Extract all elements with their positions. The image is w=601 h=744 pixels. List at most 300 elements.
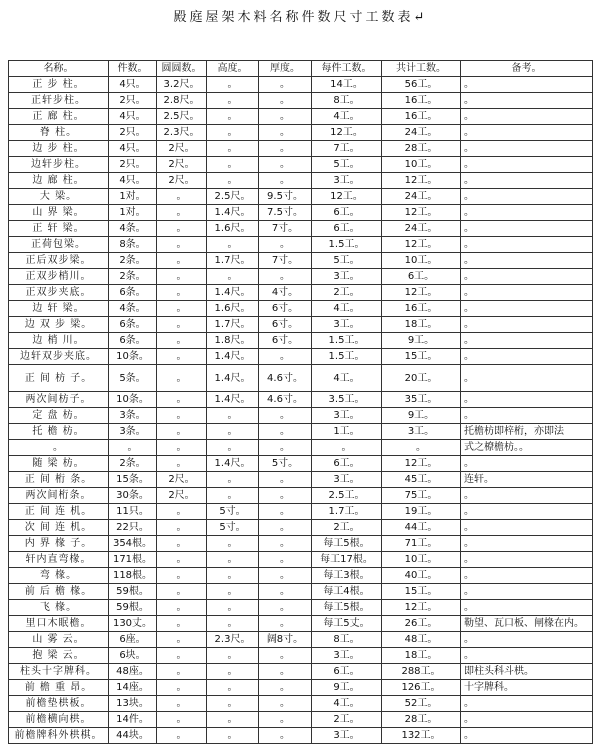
table-cell: 。 — [461, 125, 593, 141]
table-cell: 171根。 — [109, 552, 157, 568]
table-cell: 。 — [461, 253, 593, 269]
column-header: 共计工数。 — [382, 61, 461, 77]
table-cell: 4条。 — [109, 301, 157, 317]
table-cell: 24工。 — [382, 125, 461, 141]
table-cell: 每工17根。 — [312, 552, 382, 568]
table-cell: 。 — [157, 632, 207, 648]
table-cell: 288工。 — [382, 664, 461, 680]
table-cell: 连轩。 — [461, 472, 593, 488]
table-cell: 。 — [259, 488, 312, 504]
table-cell: 。 — [157, 712, 207, 728]
row-name-cell: 内 界 椽 子。 — [9, 536, 109, 552]
table-cell: 56工。 — [382, 77, 461, 93]
row-name-cell: 随 梁 枋。 — [9, 456, 109, 472]
table-cell: 354根。 — [109, 536, 157, 552]
table-cell: 24工。 — [382, 189, 461, 205]
table-row — [9, 237, 593, 253]
table-row — [9, 221, 593, 237]
table-cell: 。 — [461, 349, 593, 365]
table-cell: 4.6寸。 — [259, 365, 312, 392]
row-name-cell: 。 — [9, 440, 109, 456]
table-cell: 。 — [207, 93, 259, 109]
table-cell: 。 — [207, 600, 259, 616]
table-cell: 。 — [157, 504, 207, 520]
table-row — [9, 568, 593, 584]
table-cell: 。 — [157, 269, 207, 285]
table-cell: 2工。 — [312, 520, 382, 536]
table-cell: 11只。 — [109, 504, 157, 520]
table-cell: 118根。 — [109, 568, 157, 584]
table-cell: 1.4尺。 — [207, 392, 259, 408]
table-row — [9, 680, 593, 696]
table-cell: 18工。 — [382, 317, 461, 333]
table-cell: 。 — [382, 440, 461, 456]
table-cell: 2尺。 — [157, 157, 207, 173]
table-cell: 。 — [461, 600, 593, 616]
table-row — [9, 349, 593, 365]
table-cell: 40工。 — [382, 568, 461, 584]
table-cell: 。 — [461, 205, 593, 221]
table-cell: 。 — [259, 696, 312, 712]
column-header: 名称。 — [9, 61, 109, 77]
table-cell: 。 — [259, 109, 312, 125]
table-cell: 12工。 — [312, 189, 382, 205]
table-row — [9, 552, 593, 568]
table-cell: 。 — [259, 440, 312, 456]
table-cell: 3条。 — [109, 424, 157, 440]
column-header: 备考。 — [461, 61, 593, 77]
table-cell: 12工。 — [382, 285, 461, 301]
table-cell: 。 — [461, 584, 593, 600]
table-row — [9, 664, 593, 680]
table-cell: 。 — [157, 440, 207, 456]
table-cell: 。 — [157, 365, 207, 392]
table-cell: 26工。 — [382, 616, 461, 632]
table-cell: 9工。 — [312, 680, 382, 696]
table-cell: 。 — [157, 616, 207, 632]
row-name-cell: 正 轩 梁。 — [9, 221, 109, 237]
table-cell: 。 — [461, 285, 593, 301]
table-cell: 。 — [259, 600, 312, 616]
table-row — [9, 317, 593, 333]
table-cell: 。 — [157, 552, 207, 568]
table-cell: 12工。 — [312, 125, 382, 141]
table-cell: 4只。 — [109, 109, 157, 125]
table-cell: 4工。 — [312, 109, 382, 125]
table-cell: 75工。 — [382, 488, 461, 504]
table-cell: 35工。 — [382, 392, 461, 408]
table-row — [9, 285, 593, 301]
table-cell: 。 — [157, 317, 207, 333]
table-cell: 。 — [461, 632, 593, 648]
table-row — [9, 632, 593, 648]
table-cell: 即柱头科斗栱。 — [461, 664, 593, 680]
table-cell: 1.7尺。 — [207, 253, 259, 269]
table-cell: 12工。 — [382, 205, 461, 221]
table-cell: 。 — [207, 440, 259, 456]
table-cell: 。 — [157, 568, 207, 584]
table-cell: 20工。 — [382, 365, 461, 392]
table-cell: 6条。 — [109, 333, 157, 349]
row-name-cell: 正荷包梁。 — [9, 237, 109, 253]
table-cell: 。 — [461, 456, 593, 472]
table-row — [9, 93, 593, 109]
table-cell: 2工。 — [312, 712, 382, 728]
table-cell: 。 — [259, 680, 312, 696]
table-cell: 。 — [157, 520, 207, 536]
table-cell: 4寸。 — [259, 285, 312, 301]
table-cell: 。 — [461, 237, 593, 253]
table-cell: 6寸。 — [259, 317, 312, 333]
table-cell: 。 — [207, 536, 259, 552]
table-cell: 126工。 — [382, 680, 461, 696]
table-cell: 1.5工。 — [312, 349, 382, 365]
table-cell: 3工。 — [312, 728, 382, 744]
table-cell: 每工5根。 — [312, 600, 382, 616]
table-cell: 1.4尺。 — [207, 285, 259, 301]
table-cell: 2.5尺。 — [207, 189, 259, 205]
table-cell: 1对。 — [109, 189, 157, 205]
table-cell: 12工。 — [382, 237, 461, 253]
table-cell: 。 — [461, 365, 593, 392]
table-row — [9, 333, 593, 349]
table-cell: 。 — [207, 584, 259, 600]
table-cell: 4.6寸。 — [259, 392, 312, 408]
table-cell: 132工。 — [382, 728, 461, 744]
table-cell: 2.3尺。 — [207, 632, 259, 648]
table-cell: 44工。 — [382, 520, 461, 536]
table-cell: 9工。 — [382, 408, 461, 424]
table-cell: 4只。 — [109, 77, 157, 93]
table-cell: 。 — [207, 648, 259, 664]
table-cell: 6寸。 — [259, 333, 312, 349]
row-name-cell: 正 廊 柱。 — [9, 109, 109, 125]
table-cell: 1.7尺。 — [207, 317, 259, 333]
table-row — [9, 616, 593, 632]
table-cell: 。 — [157, 408, 207, 424]
table-cell: 。 — [207, 173, 259, 189]
table-cell: 。 — [207, 680, 259, 696]
table-cell: 。 — [157, 424, 207, 440]
table-cell: 。 — [259, 648, 312, 664]
table-cell: 勒望、瓦口板、闸椽在内。 — [461, 616, 593, 632]
table-cell: 。 — [461, 568, 593, 584]
table-cell: 。 — [461, 696, 593, 712]
table-cell: 2.8尺。 — [157, 93, 207, 109]
row-name-cell: 两次间桁条。 — [9, 488, 109, 504]
table-row — [9, 125, 593, 141]
table-cell: 。 — [157, 301, 207, 317]
column-header: 每件工数。 — [312, 61, 382, 77]
table-cell: 。 — [461, 221, 593, 237]
table-cell: 。 — [461, 189, 593, 205]
table-cell: 。 — [312, 440, 382, 456]
table-row — [9, 205, 593, 221]
table-cell: 44块。 — [109, 728, 157, 744]
table-cell: 2尺。 — [157, 488, 207, 504]
table-cell: 。 — [207, 77, 259, 93]
row-name-cell: 前檐牌科外栱棋。 — [9, 728, 109, 744]
table-row — [9, 269, 593, 285]
table-cell: 。 — [259, 157, 312, 173]
table-cell: 71工。 — [382, 536, 461, 552]
table-cell: 。 — [207, 568, 259, 584]
table-cell: 。 — [259, 173, 312, 189]
table-cell: 每工5根。 — [312, 536, 382, 552]
table-cell: 12工。 — [382, 173, 461, 189]
table-cell: 30条。 — [109, 488, 157, 504]
table-cell: 。 — [259, 125, 312, 141]
row-name-cell: 前檐横向栱。 — [9, 712, 109, 728]
table-cell: 。 — [259, 472, 312, 488]
table-cell: 。 — [157, 349, 207, 365]
table-row — [9, 472, 593, 488]
row-name-cell: 正 间 桁 条。 — [9, 472, 109, 488]
table-cell: 5工。 — [312, 253, 382, 269]
table-cell: 2条。 — [109, 456, 157, 472]
table-cell: 。 — [461, 504, 593, 520]
row-name-cell: 边 步 柱。 — [9, 141, 109, 157]
table-cell: 52工。 — [382, 696, 461, 712]
row-name-cell: 边 廊 柱。 — [9, 173, 109, 189]
table-row — [9, 456, 593, 472]
table-cell: 18工。 — [382, 648, 461, 664]
table-row — [9, 301, 593, 317]
row-name-cell: 定 盘 枋。 — [9, 408, 109, 424]
table-cell: 。 — [259, 424, 312, 440]
table-cell: 1.8尺。 — [207, 333, 259, 349]
column-header: 件数。 — [109, 61, 157, 77]
table-row — [9, 504, 593, 520]
table-cell: 。 — [461, 141, 593, 157]
row-name-cell: 脊 柱。 — [9, 125, 109, 141]
table-cell: 3工。 — [312, 269, 382, 285]
table-cell: 。 — [461, 173, 593, 189]
table-cell: 。 — [157, 333, 207, 349]
table-cell: 。 — [259, 728, 312, 744]
table-cell: 。 — [259, 408, 312, 424]
table-cell: 8工。 — [312, 632, 382, 648]
table-cell: 6工。 — [312, 205, 382, 221]
table-cell: 1.4尺。 — [207, 365, 259, 392]
table-cell: 2.5尺。 — [157, 109, 207, 125]
table-cell: 4只。 — [109, 173, 157, 189]
row-name-cell: 正轩步柱。 — [9, 93, 109, 109]
table-cell: 。 — [461, 333, 593, 349]
column-header: 高度。 — [207, 61, 259, 77]
table-cell: 。 — [259, 504, 312, 520]
table-cell: 2.3尺。 — [157, 125, 207, 141]
table-row — [9, 157, 593, 173]
table-cell: 。 — [207, 488, 259, 504]
table-cell: 。 — [259, 93, 312, 109]
table-cell: 2只。 — [109, 157, 157, 173]
table-cell: 3工。 — [382, 424, 461, 440]
table-cell: 。 — [207, 664, 259, 680]
table-cell: 5条。 — [109, 365, 157, 392]
table-cell: 28工。 — [382, 141, 461, 157]
table-cell: 7.5寸。 — [259, 205, 312, 221]
column-header: 圆圆数。 — [157, 61, 207, 77]
table-cell: 4条。 — [109, 221, 157, 237]
table-cell: 1.4尺。 — [207, 205, 259, 221]
table-cell: 。 — [461, 552, 593, 568]
row-name-cell: 前 后 檐 椽。 — [9, 584, 109, 600]
table-cell: 1.6尺。 — [207, 221, 259, 237]
table-header-row — [9, 61, 593, 77]
table-cell: 12工。 — [382, 600, 461, 616]
table-cell: 。 — [157, 285, 207, 301]
table-cell: 9工。 — [382, 333, 461, 349]
table-cell: 。 — [461, 728, 593, 744]
row-name-cell: 正 步 柱。 — [9, 77, 109, 93]
column-header: 厚度。 — [259, 61, 312, 77]
table-row — [9, 696, 593, 712]
row-name-cell: 里口木眠檐。 — [9, 616, 109, 632]
table-cell: 2尺。 — [157, 173, 207, 189]
table-cell: 5寸。 — [207, 520, 259, 536]
table-cell: 1工。 — [312, 424, 382, 440]
table-cell: 。 — [461, 536, 593, 552]
table-cell: 48工。 — [382, 632, 461, 648]
table-cell: 。 — [207, 408, 259, 424]
table-cell: 。 — [461, 157, 593, 173]
row-name-cell: 大 梁。 — [9, 189, 109, 205]
table-cell: 5寸。 — [207, 504, 259, 520]
table-cell: 19工。 — [382, 504, 461, 520]
table-cell: 。 — [259, 237, 312, 253]
table-cell: 4工。 — [312, 365, 382, 392]
table-cell: 2工。 — [312, 285, 382, 301]
table-cell: 。 — [157, 728, 207, 744]
table-cell: 。 — [109, 440, 157, 456]
table-row — [9, 408, 593, 424]
row-name-cell: 轩内直弯椽。 — [9, 552, 109, 568]
row-name-cell: 正双步梢川。 — [9, 269, 109, 285]
table-cell: 。 — [207, 269, 259, 285]
table-cell: 59根。 — [109, 584, 157, 600]
table-cell: 。 — [207, 696, 259, 712]
table-cell: 6工。 — [312, 664, 382, 680]
table-cell: 16工。 — [382, 93, 461, 109]
table-cell: 。 — [259, 536, 312, 552]
table-cell: 。 — [157, 189, 207, 205]
table-cell: 1.5工。 — [312, 333, 382, 349]
row-name-cell: 柱头十字牌科。 — [9, 664, 109, 680]
table-cell: 15条。 — [109, 472, 157, 488]
row-name-cell: 山 界 梁。 — [9, 205, 109, 221]
table-cell: 。 — [207, 109, 259, 125]
row-name-cell: 抱 梁 云。 — [9, 648, 109, 664]
table-cell: 6座。 — [109, 632, 157, 648]
table-cell: 。 — [461, 392, 593, 408]
table-cell: 阔8寸。 — [259, 632, 312, 648]
table-cell: 2条。 — [109, 253, 157, 269]
table-row — [9, 365, 593, 392]
table-cell: 1对。 — [109, 205, 157, 221]
table-cell: 45工。 — [382, 472, 461, 488]
table-cell: 8条。 — [109, 237, 157, 253]
table-cell: 式之橑檐枋。。 — [461, 440, 593, 456]
table-cell: 。 — [207, 472, 259, 488]
table-row — [9, 600, 593, 616]
row-name-cell: 边 梢 川。 — [9, 333, 109, 349]
table-cell: 6条。 — [109, 285, 157, 301]
table-cell: 。 — [207, 237, 259, 253]
table-cell: 15工。 — [382, 349, 461, 365]
table-cell: 。 — [157, 536, 207, 552]
table-cell: 。 — [461, 520, 593, 536]
table-cell: 6块。 — [109, 648, 157, 664]
table-cell: 。 — [259, 584, 312, 600]
table-cell: 16工。 — [382, 301, 461, 317]
table-cell: 16工。 — [382, 109, 461, 125]
table-cell: 6工。 — [312, 221, 382, 237]
table-cell: 2.5工。 — [312, 488, 382, 504]
row-name-cell: 边轩步柱。 — [9, 157, 109, 173]
table-cell: 1.6尺。 — [207, 301, 259, 317]
table-cell: 。 — [157, 664, 207, 680]
row-name-cell: 前 檐 重 昂。 — [9, 680, 109, 696]
table-cell: 4工。 — [312, 696, 382, 712]
table-cell: 。 — [157, 680, 207, 696]
table-cell: 。 — [461, 109, 593, 125]
table-row — [9, 424, 593, 440]
table-cell: 。 — [461, 77, 593, 93]
row-name-cell: 正后双步梁。 — [9, 253, 109, 269]
table-cell: 1.4尺。 — [207, 349, 259, 365]
table-cell: 2尺。 — [157, 472, 207, 488]
table-row — [9, 109, 593, 125]
table-cell: 12工。 — [382, 456, 461, 472]
table-cell: 2尺。 — [157, 141, 207, 157]
table-cell: 。 — [157, 205, 207, 221]
table-cell: 6条。 — [109, 317, 157, 333]
table-cell: 6工。 — [382, 269, 461, 285]
table-cell: 1.5工。 — [312, 237, 382, 253]
table-cell: 。 — [207, 424, 259, 440]
row-name-cell: 正双步夹底。 — [9, 285, 109, 301]
table-cell: 。 — [157, 648, 207, 664]
table-cell: 。 — [157, 237, 207, 253]
row-name-cell: 次 间 连 机。 — [9, 520, 109, 536]
table-cell: 。 — [259, 141, 312, 157]
table-row — [9, 648, 593, 664]
table-cell: 。 — [259, 616, 312, 632]
table-cell: 。 — [461, 301, 593, 317]
row-name-cell: 托 檐 枋。 — [9, 424, 109, 440]
table-cell: 。 — [461, 269, 593, 285]
table-row — [9, 141, 593, 157]
table-cell: 2只。 — [109, 93, 157, 109]
table-cell: 。 — [259, 269, 312, 285]
table-cell: 8工。 — [312, 93, 382, 109]
table-cell: 每工5丈。 — [312, 616, 382, 632]
row-name-cell: 正 间 连 机。 — [9, 504, 109, 520]
table-row — [9, 488, 593, 504]
table-cell: 7寸。 — [259, 221, 312, 237]
table-cell: 。 — [259, 664, 312, 680]
table-cell: 2只。 — [109, 125, 157, 141]
table-cell: 。 — [259, 568, 312, 584]
table-cell: 14座。 — [109, 680, 157, 696]
table-cell: 10工。 — [382, 253, 461, 269]
table-cell: 。 — [207, 141, 259, 157]
table-cell: 15工。 — [382, 584, 461, 600]
table-cell: 59根。 — [109, 600, 157, 616]
table-cell: 。 — [207, 552, 259, 568]
table-row — [9, 173, 593, 189]
